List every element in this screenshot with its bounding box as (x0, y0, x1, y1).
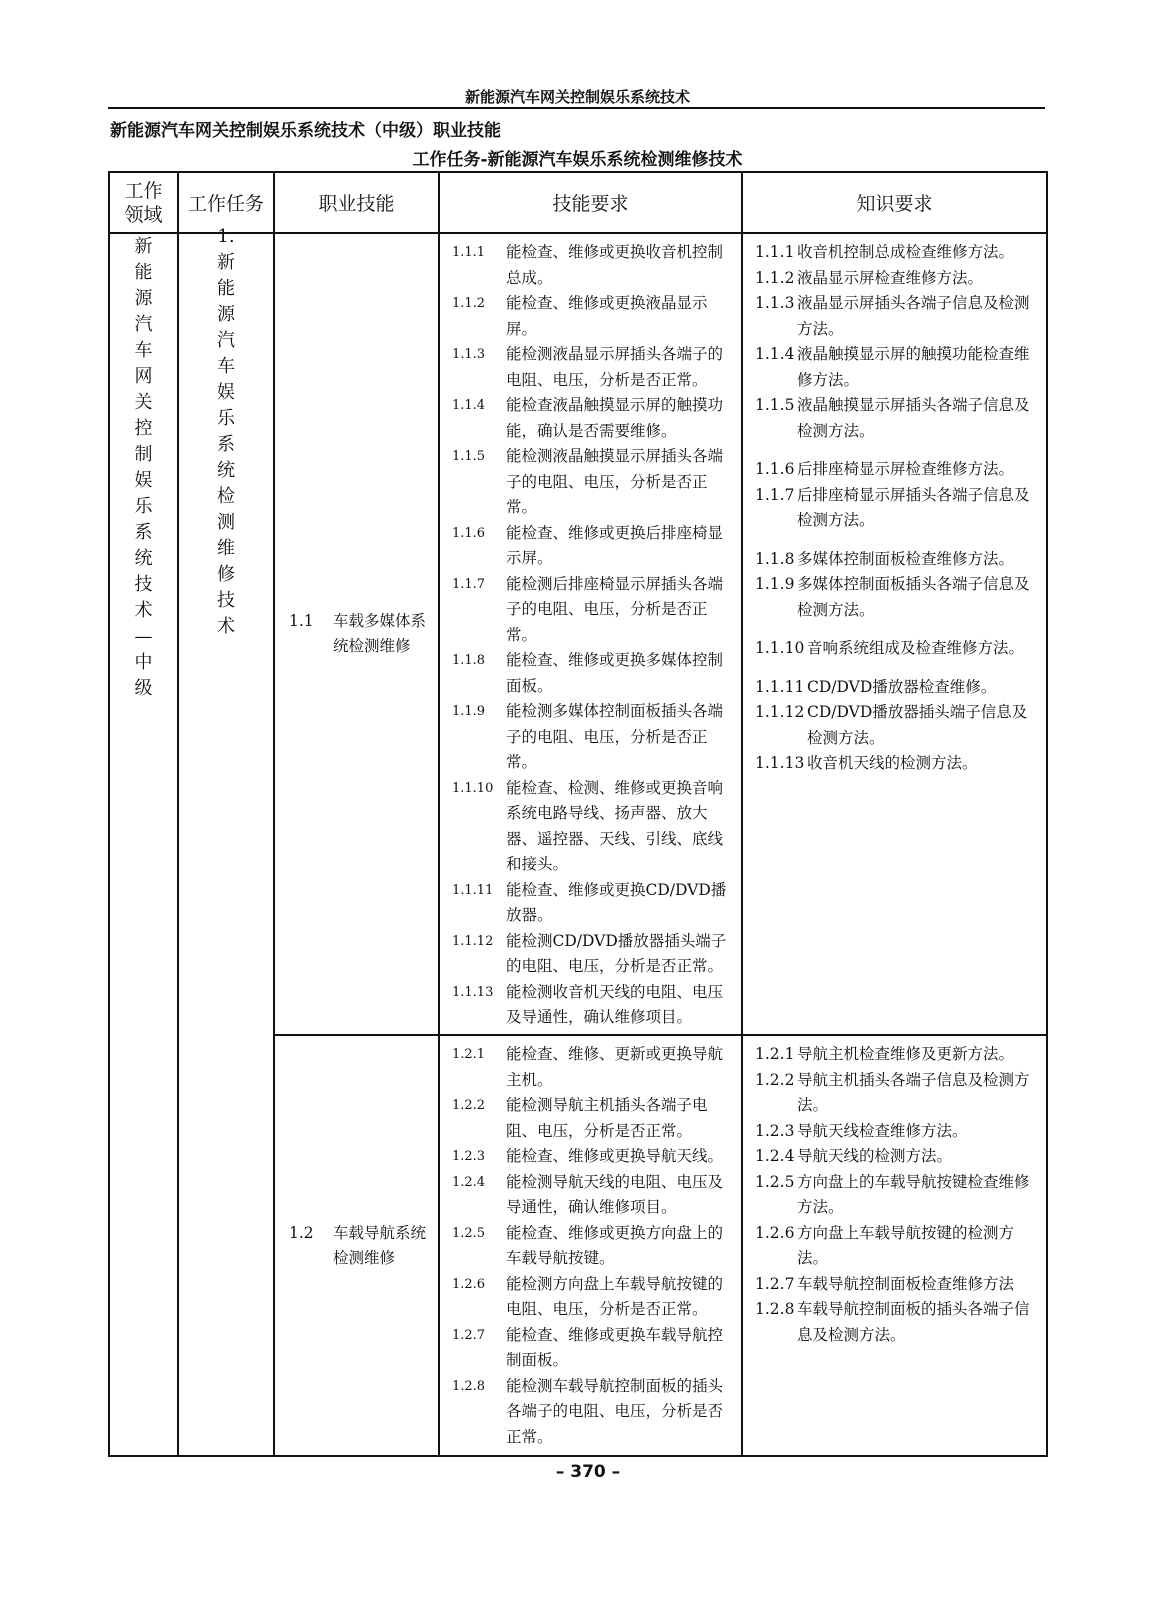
knowledge-text: 液晶触摸显示屏插头各端子信息及检测方法。 (797, 396, 1030, 440)
requirement-text: 能检查、检测、维修或更换音响系统电路导线、扬声器、放大器、遥控器、天线、引线、底线和接头。 (506, 778, 724, 873)
requirement-number: 1.2.7 (452, 1327, 486, 1343)
knowledge-number: 1.1.7 (755, 485, 795, 504)
knowledge-text: 收音机天线的检测方法。 (807, 754, 978, 772)
skill-name: 车载多媒体系统检测维修 (333, 612, 427, 655)
header-knowledge-requirements: 知识要求 (742, 172, 1047, 233)
header-skill: 职业技能 (274, 172, 439, 233)
knowledge-number: 1.2.7 (755, 1274, 795, 1293)
knowledge-number: 1.1.3 (755, 294, 795, 312)
requirement-text: 能检测导航天线的电阻、电压及导通性，确认维修项目。 (506, 1172, 724, 1216)
requirement-text: 能检测导航主机插头各端子电阻、电压，分析是否正常。 (506, 1096, 708, 1140)
requirement-text: 能检测液晶触摸显示屏插头各端子的电阻、电压，分析是否正常。 (506, 447, 724, 516)
knowledge-requirement-item (755, 700, 1042, 751)
knowledge-number: 1.2.8 (755, 1300, 795, 1318)
knowledge-requirement-item (755, 266, 1042, 292)
knowledge-requirement-item (755, 1297, 1042, 1348)
requirement-number: 1.1.7 (452, 576, 486, 592)
task-text: 1.新能源汽车娱乐系统检测维修技术 (217, 226, 235, 637)
knowledge-number: 1.1.13 (755, 754, 805, 772)
skill-requirement-item (452, 521, 737, 572)
skill-requirement-item (452, 240, 737, 291)
skills-table (108, 171, 1048, 1457)
skill-requirement-item (452, 929, 737, 980)
knowledge-text: 液晶显示屏插头各端子信息及检测方法。 (797, 294, 1030, 338)
task-title: 工作任务-新能源汽车娱乐系统检测维修技术 (412, 150, 743, 170)
knowledge-requirement-item (755, 1042, 1042, 1068)
requirement-number: 1.1.13 (452, 984, 494, 1000)
knowledge-text: 车载导航控制面板检查维修方法 (797, 1274, 1015, 1293)
skill-requirement-item (452, 444, 737, 521)
knowledge-text: 导航天线的检测方法。 (797, 1147, 953, 1165)
skill-requirement-item (452, 572, 737, 649)
skill-requirement-item (452, 1170, 737, 1221)
knowledge-text: 液晶触摸显示屏的触摸功能检查维修方法。 (797, 345, 1030, 389)
requirements-cell-1-1 (439, 233, 742, 1035)
requirement-text: 能检测收音机天线的电阻、电压及导通性，确认维修项目。 (506, 982, 724, 1026)
knowledge-requirement-item (755, 572, 1042, 623)
requirement-text: 能检查、维修或更换后排座椅显示屏。 (506, 523, 724, 567)
knowledge-number: 1.1.2 (755, 268, 795, 287)
requirement-number: 1.2.3 (452, 1149, 486, 1164)
skill-requirement-item (452, 342, 737, 393)
skill-name: 车载导航系统检测维修 (333, 1223, 427, 1267)
knowledge-requirement-item (755, 547, 1042, 573)
knowledge-text: 方向盘上的车载导航按键检查维修方法。 (797, 1172, 1030, 1216)
skill-number: 1.2 (289, 1223, 314, 1242)
spacer (755, 534, 1042, 547)
knowledge-text: 收音机控制总成检查维修方法。 (797, 243, 1015, 261)
knowledge-text: CD/DVD播放器插头端子信息及检测方法。 (807, 703, 1028, 747)
header-task: 工作任务 (178, 172, 274, 233)
knowledge-requirement-item (755, 1170, 1042, 1221)
requirement-number: 1.1.12 (452, 933, 494, 949)
header-domain: 工作领域 (109, 172, 178, 233)
skill-cell-1-1 (274, 233, 439, 1035)
header-skill-requirements: 技能要求 (439, 172, 742, 233)
requirement-text: 能检查、维修或更换方向盘上的车载导航按键。 (506, 1223, 724, 1267)
requirement-number: 1.1.5 (452, 449, 486, 464)
knowledge-number: 1.2.1 (755, 1045, 795, 1063)
knowledge-number: 1.1.9 (755, 575, 795, 593)
requirement-number: 1.1.2 (452, 296, 486, 311)
knowledge-text: 多媒体控制面板插头各端子信息及检测方法。 (797, 575, 1030, 619)
spacer (755, 623, 1042, 636)
knowledge-text: 后排座椅显示屏插头各端子信息及检测方法。 (797, 485, 1030, 529)
requirement-number: 1.2.2 (452, 1098, 486, 1113)
requirement-text: 能检测车载导航控制面板的插头各端子的电阻、电压，分析是否正常。 (506, 1376, 724, 1446)
knowledge-requirement-item (755, 1221, 1042, 1272)
knowledge-requirement-item (755, 483, 1042, 534)
requirement-number: 1.1.8 (452, 653, 486, 668)
knowledge-number: 1.1.6 (755, 460, 795, 478)
knowledge-requirement-item (755, 636, 1042, 662)
skill-requirement-item (452, 699, 737, 776)
requirement-text: 能检测CD/DVD播放器插头端子的电阻、电压，分析是否正常。 (506, 931, 727, 975)
skill-requirement-item (452, 291, 737, 342)
table-header-row (109, 172, 1047, 233)
requirement-number: 1.2.5 (452, 1225, 486, 1241)
skill-cell-1-2 (274, 1035, 439, 1456)
skill-requirement-item (452, 878, 737, 929)
requirement-text: 能检查、维修或更换CD/DVD播放器。 (506, 880, 727, 924)
knowledge-number: 1.1.5 (755, 396, 795, 414)
knowledge-requirement-item (755, 457, 1042, 483)
requirement-text: 能检测多媒体控制面板插头各端子的电阻、电压，分析是否正常。 (506, 702, 724, 771)
knowledge-number: 1.2.4 (755, 1147, 795, 1165)
skill-number: 1.1 (289, 612, 314, 630)
requirement-text: 能检测方向盘上车载导航按键的电阻、电压，分析是否正常。 (506, 1274, 724, 1318)
requirement-text: 能检测后排座椅显示屏插头各端子的电阻、电压，分析是否正常。 (506, 574, 724, 644)
requirement-text: 能检查、维修或更换液晶显示屏。 (506, 294, 708, 338)
skill-requirement-item (452, 980, 737, 1031)
knowledge-text: 车载导航控制面板的插头各端子信息及检测方法。 (797, 1300, 1030, 1344)
knowledge-text: CD/DVD播放器检查维修。 (807, 677, 997, 696)
skill-requirement-item (452, 1374, 737, 1451)
requirement-text: 能检查、维修或更换收音机控制总成。 (506, 243, 724, 287)
requirement-number: 1.2.8 (452, 1378, 486, 1394)
knowledge-requirement-item (755, 240, 1042, 266)
requirement-text: 能检查、维修或更换多媒体控制面板。 (506, 651, 724, 695)
requirement-number: 1.2.1 (452, 1047, 486, 1062)
knowledge-requirement-item (755, 1144, 1042, 1170)
domain-cell (109, 233, 178, 1456)
header-rule (108, 107, 1045, 109)
knowledge-text: 音响系统组成及检查维修方法。 (807, 639, 1025, 657)
knowledge-requirement-item (755, 675, 1042, 701)
knowledge-text: 后排座椅显示屏检查维修方法。 (797, 460, 1015, 478)
knowledge-number: 1.1.1 (755, 243, 795, 261)
skill-row-1-1 (109, 233, 1047, 1035)
task-cell (178, 226, 274, 1456)
knowledge-text: 方向盘上车载导航按键的检测方法。 (797, 1223, 1015, 1267)
knowledge-requirement-item (755, 1119, 1042, 1145)
knowledge-number: 1.1.4 (755, 345, 795, 363)
requirement-number: 1.1.11 (452, 882, 494, 898)
skill-requirement-item (452, 648, 737, 699)
document-title: 新能源汽车网关控制娱乐系统技术（中级）职业技能 (110, 121, 501, 141)
knowledge-requirement-item (755, 393, 1042, 444)
requirement-number: 1.2.6 (452, 1276, 486, 1292)
knowledge-number: 1.1.11 (755, 677, 805, 696)
knowledge-number: 1.2.3 (755, 1121, 795, 1140)
requirement-text: 能检查、维修或更换导航天线。 (506, 1147, 724, 1165)
knowledge-text: 多媒体控制面板检查维修方法。 (797, 549, 1015, 568)
requirement-text: 能检查、维修或更换车载导航控制面板。 (506, 1325, 724, 1369)
requirements-cell-1-2 (439, 1035, 742, 1456)
spacer (755, 444, 1042, 457)
requirement-text: 能检测液晶显示屏插头各端子的电阻、电压，分析是否正常。 (506, 345, 724, 389)
domain-text: 新能源汽车网关控制娱乐系统技术—中级 (134, 236, 153, 699)
skill-requirement-item (452, 1272, 737, 1323)
knowledge-number: 1.1.10 (755, 639, 805, 657)
knowledge-number: 1.2.5 (755, 1172, 795, 1191)
requirement-number: 1.1.1 (452, 245, 486, 260)
requirement-number: 1.2.4 (452, 1174, 486, 1190)
knowledge-requirement-item (755, 342, 1042, 393)
knowledge-requirement-item (755, 1068, 1042, 1119)
knowledge-requirement-item (755, 751, 1042, 777)
knowledge-cell-1-1 (742, 233, 1047, 1035)
knowledge-cell-1-2 (742, 1035, 1047, 1456)
skill-requirement-item (452, 1042, 737, 1093)
requirement-number: 1.1.9 (452, 704, 486, 719)
requirement-text: 能检查液晶触摸显示屏的触摸功能，确认是否需要维修。 (506, 396, 724, 440)
requirement-number: 1.1.6 (452, 525, 486, 541)
skill-requirement-item (452, 1093, 737, 1144)
page-number: – 370 – (555, 1462, 621, 1482)
requirement-number: 1.1.10 (452, 780, 494, 796)
knowledge-text: 液晶显示屏检查维修方法。 (797, 268, 984, 287)
spacer (755, 662, 1042, 675)
knowledge-requirement-item (755, 291, 1042, 342)
skill-requirement-item (452, 776, 737, 878)
knowledge-number: 1.1.8 (755, 549, 795, 568)
requirement-number: 1.1.3 (452, 347, 486, 362)
knowledge-number: 1.1.12 (755, 703, 805, 721)
running-header: 新能源汽车网关控制娱乐系统技术 (464, 88, 690, 106)
knowledge-number: 1.2.2 (755, 1070, 795, 1089)
knowledge-number: 1.2.6 (755, 1223, 795, 1242)
knowledge-text: 导航天线检查维修方法。 (797, 1121, 968, 1140)
knowledge-text: 导航主机插头各端子信息及检测方法。 (797, 1070, 1030, 1114)
skill-requirement-item (452, 393, 737, 444)
requirement-text: 能检查、维修、更新或更换导航主机。 (506, 1045, 724, 1089)
requirement-number: 1.1.4 (452, 398, 486, 413)
skill-requirement-item (452, 1221, 737, 1272)
skill-requirement-item (452, 1144, 737, 1170)
skill-requirement-item (452, 1323, 737, 1374)
knowledge-requirement-item (755, 1272, 1042, 1298)
knowledge-text: 导航主机检查维修及更新方法。 (797, 1045, 1015, 1063)
